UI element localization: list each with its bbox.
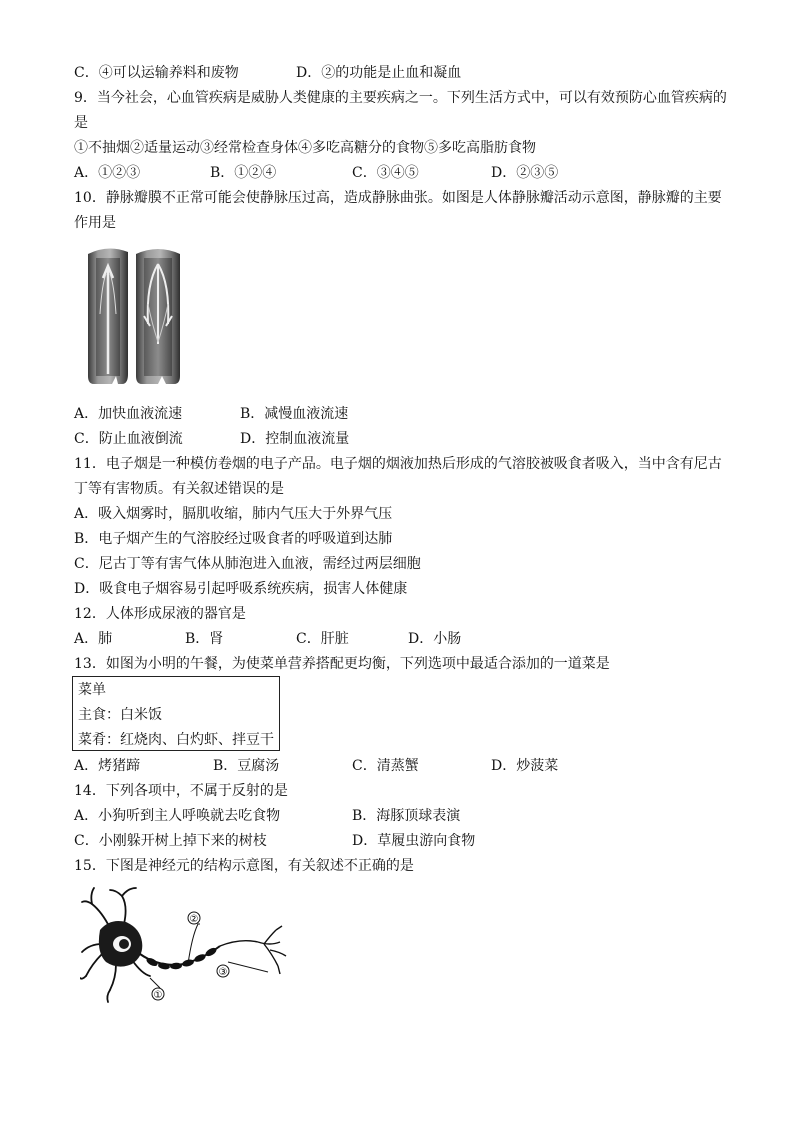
q12-stem: 12．人体形成尿液的器官是 <box>74 606 246 622</box>
axon-terminal <box>220 926 286 974</box>
svg-text:②: ② <box>189 914 199 925</box>
menu-dishes: 菜肴：红烧肉、白灼虾、拌豆干 <box>78 732 274 748</box>
q10-option-d: D．控制血液流量 <box>240 431 350 447</box>
q14-option-c: C．小刚躲开树上掉下来的树枝 <box>74 833 267 849</box>
menu-staple: 主食：白米饭 <box>78 707 162 723</box>
q11-option-a: A．吸入烟雾时，膈肌收缩，肺内气压大于外界气压 <box>74 506 393 522</box>
q9-stem-line1: 9．当今社会，心血管疾病是威胁人类健康的主要疾病之一。下列生活方式中，可以有效预防心血管疾病的 <box>74 90 727 106</box>
q11-stem-line1: 11．电子烟是一种模仿卷烟的电子产品。电子烟的烟液加热后形成的气溶胶被吸食者吸入，当中含有尼古 <box>74 456 722 472</box>
q14-option-b: B．海豚顶球表演 <box>352 808 461 824</box>
q12-option-d: D．小肠 <box>408 631 462 647</box>
vein-left-open <box>88 248 128 384</box>
myelin-sheath <box>145 946 218 970</box>
svg-text:③: ③ <box>218 967 228 978</box>
q9-option-c: C．③④⑤ <box>352 165 419 181</box>
q11-option-b: B．电子烟产生的气溶胶经过吸食者的呼吸道到达肺 <box>74 531 393 547</box>
q13-option-b: B．豆腐汤 <box>213 758 280 774</box>
q9-items: ①不抽烟②适量运动③经常检查身体④多吃高糖分的食物⑤多吃高脂肪食物 <box>74 140 536 156</box>
q9-option-b: B．①②④ <box>210 165 277 181</box>
svg-text:①: ① <box>153 990 163 1001</box>
q10-stem-line2: 作用是 <box>74 215 116 231</box>
q11-option-c: C．尼古丁等有害气体从肺泡进入血液，需经过两层细胞 <box>74 556 421 572</box>
q13-option-c: C．清蒸蟹 <box>352 758 419 774</box>
q14-option-a: A．小狗听到主人呼唤就去吃食物 <box>74 808 281 824</box>
q9-stem-line2: 是 <box>74 115 88 131</box>
q15-stem: 15．下图是神经元的结构示意图，有关叙述不正确的是 <box>74 858 414 874</box>
q8-option-c: C．④可以运输养料和废物 <box>74 65 239 81</box>
q10-stem-line1: 10．静脉瓣膜不正常可能会使静脉压过高，造成静脉曲张。如图是人体静脉瓣活动示意图，静脉瓣的主要 <box>74 190 722 206</box>
menu-box <box>72 676 280 751</box>
q10-option-a: A．加快血液流速 <box>74 406 183 422</box>
q11-option-d: D．吸食电子烟容易引起呼吸系统疾病，损害人体健康 <box>74 581 408 597</box>
q14-option-d: D．草履虫游向食物 <box>352 833 476 849</box>
q14-stem: 14．下列各项中，不属于反射的是 <box>74 783 288 799</box>
q9-option-d: D．②③⑤ <box>491 165 559 181</box>
q13-option-d: D．炒菠菜 <box>491 758 559 774</box>
q12-option-a: A．肺 <box>74 631 113 647</box>
menu-title: 菜单 <box>78 682 106 698</box>
q10-option-c: C．防止血液倒流 <box>74 431 183 447</box>
label-1 <box>152 988 164 1001</box>
q9-option-a: A．①②③ <box>74 165 141 181</box>
q13-option-a: A．烤猪蹄 <box>74 758 141 774</box>
q8-option-d: D．②的功能是止血和凝血 <box>296 65 462 81</box>
q11-stem-line2: 丁等有害物质。有关叙述错误的是 <box>74 481 284 497</box>
q12-option-c: C．肝脏 <box>296 631 349 647</box>
neuron-figure <box>80 880 290 1015</box>
label-3 <box>217 965 229 978</box>
vein-valve-figure <box>82 244 186 386</box>
label-2 <box>188 912 200 925</box>
q12-option-b: B．肾 <box>185 631 224 647</box>
q10-option-b: B．减慢血液流速 <box>240 406 349 422</box>
vein-right-closed <box>136 249 180 384</box>
q13-stem: 13．如图为小明的午餐，为使菜单营养搭配更均衡，下列选项中最适合添加的一道菜是 <box>74 656 610 672</box>
